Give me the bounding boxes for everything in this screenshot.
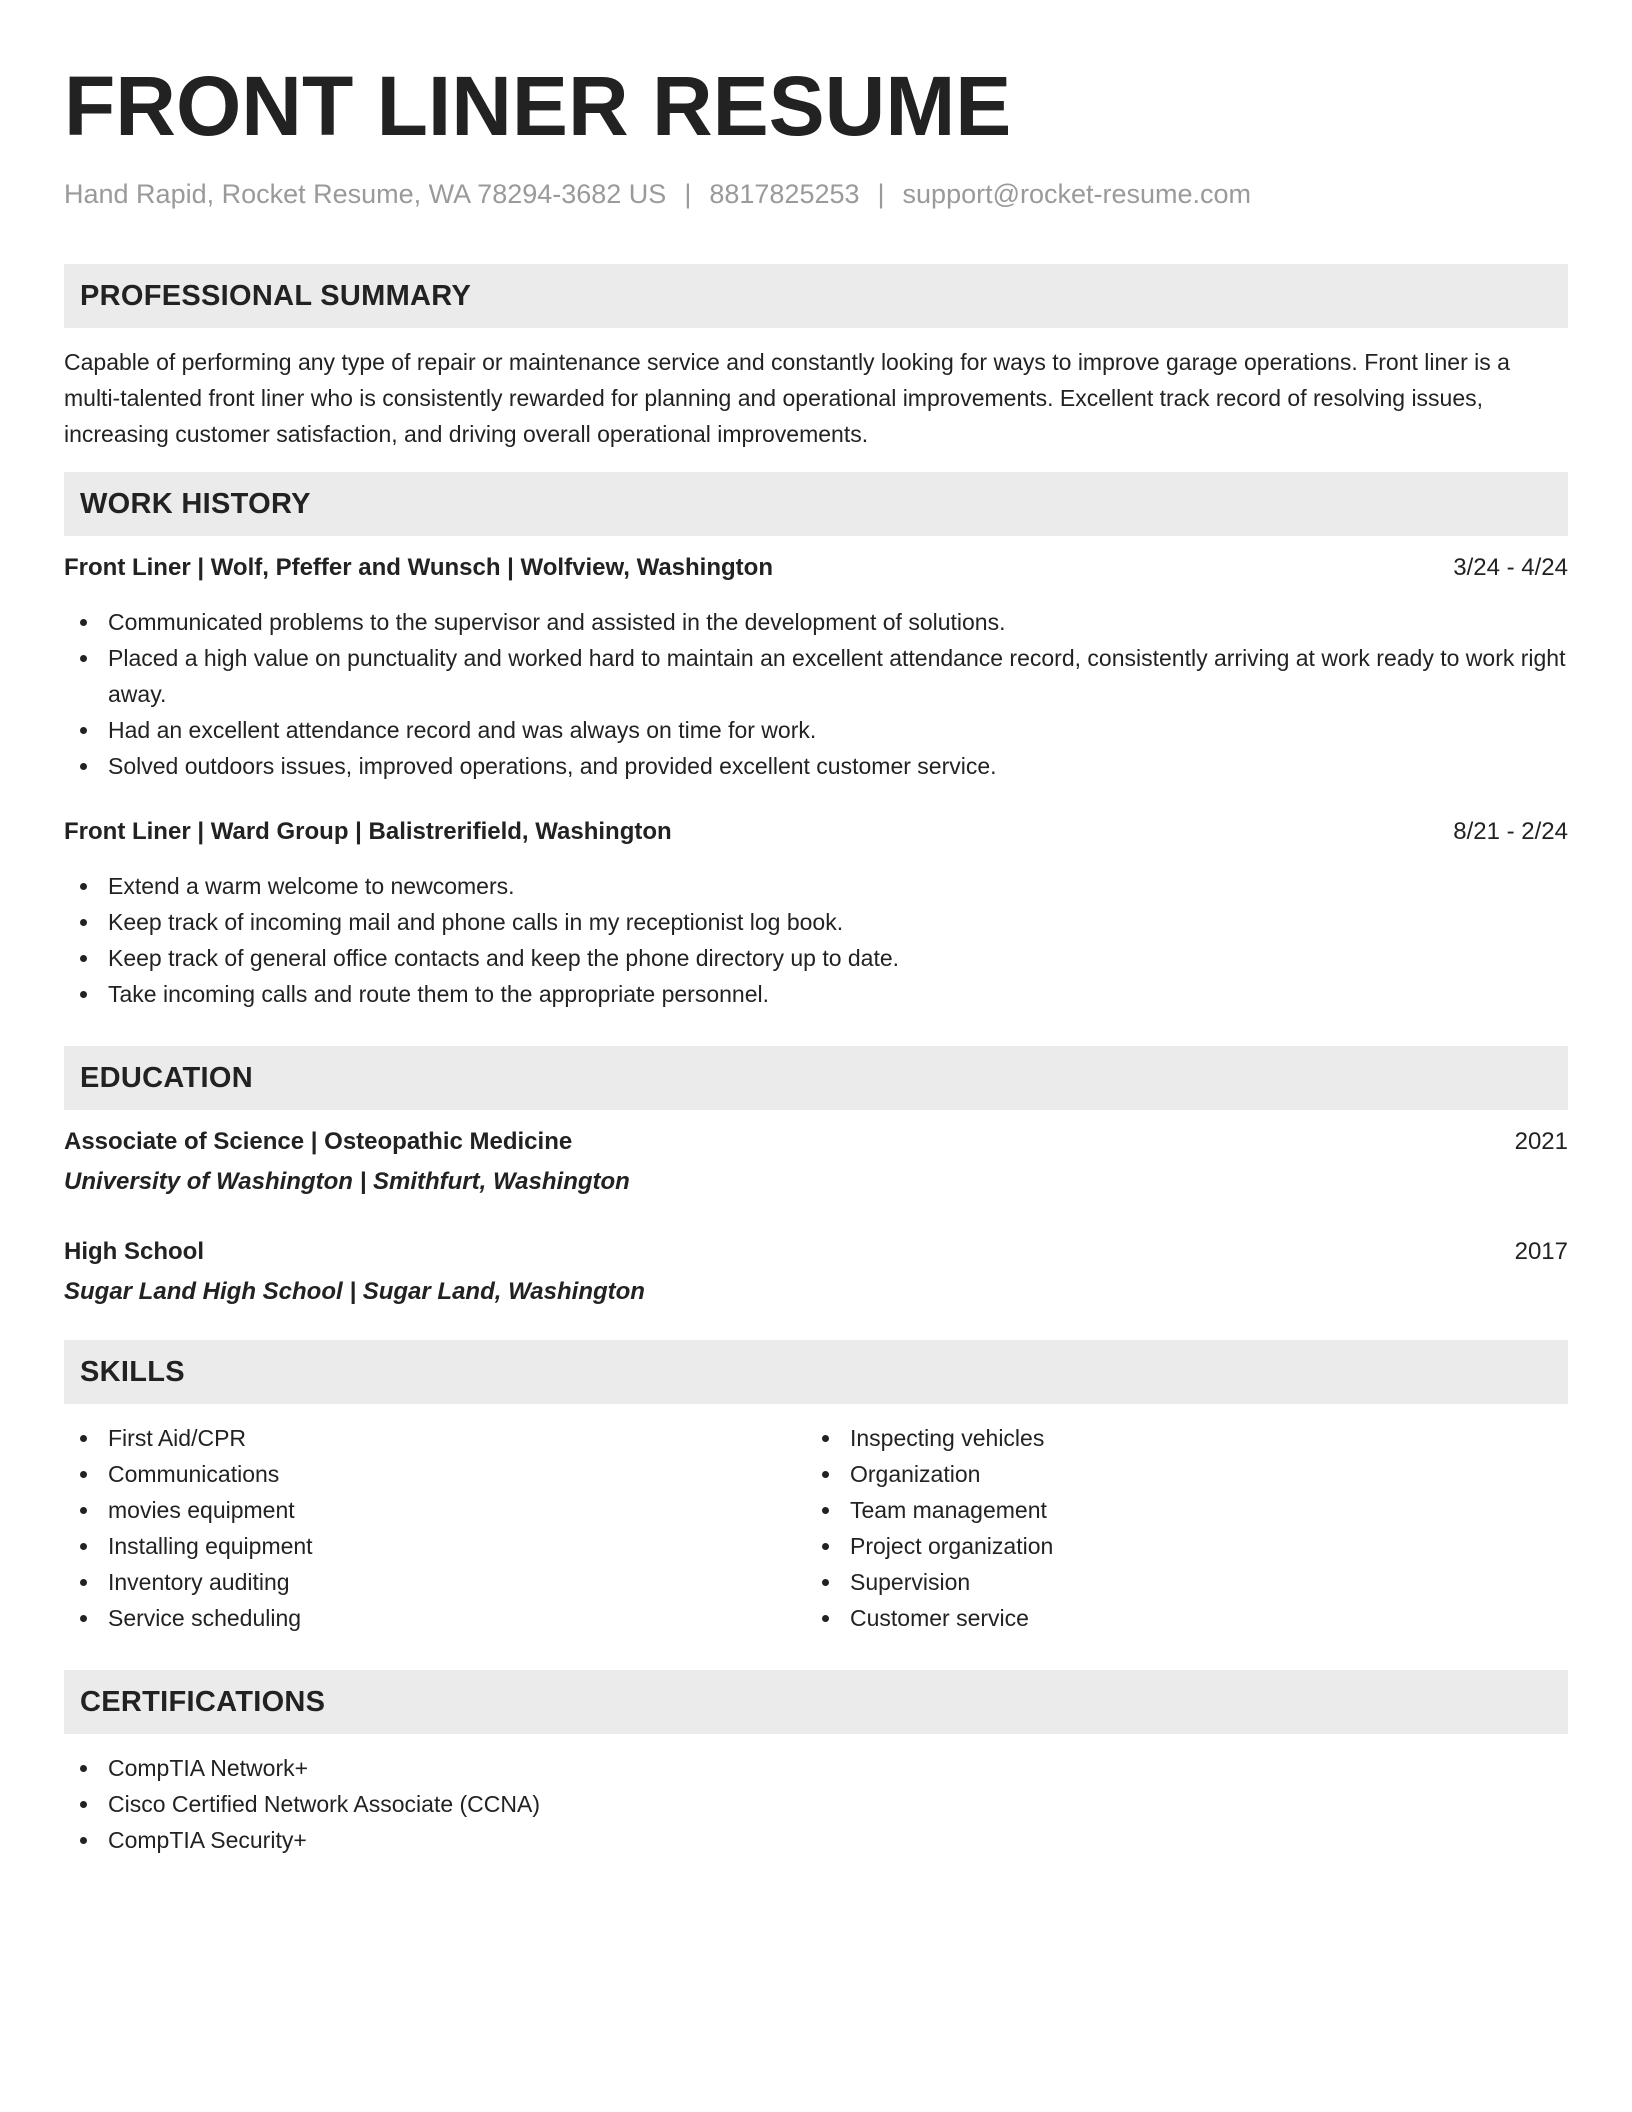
list-item: Customer service bbox=[850, 1600, 1548, 1636]
list-item: Communications bbox=[108, 1456, 806, 1492]
education-school: Sugar Land High School | Sugar Land, Washington bbox=[64, 1278, 645, 1305]
resume-page bbox=[64, 0, 1568, 1858]
list-item: CompTIA Security+ bbox=[108, 1822, 1568, 1858]
work-section-title: WORK HISTORY bbox=[80, 487, 311, 520]
list-item: movies equipment bbox=[108, 1492, 806, 1528]
list-item: Keep track of incoming mail and phone calls in my receptionist log book. bbox=[108, 904, 1568, 940]
job-entry bbox=[64, 814, 1568, 1012]
education-year: 2021 bbox=[1514, 1128, 1568, 1155]
education-school: University of Washington | Smithfurt, Washington bbox=[64, 1168, 630, 1195]
list-item: Organization bbox=[850, 1456, 1548, 1492]
list-item: Cisco Certified Network Associate (CCNA) bbox=[108, 1786, 1568, 1822]
list-item: Extend a warm welcome to newcomers. bbox=[108, 868, 1568, 904]
list-item: Placed a high value on punctuality and worked hard to maintain an excellent attendance record, consistently arriving at work ready to work right away. bbox=[108, 640, 1568, 712]
list-item: Team management bbox=[850, 1492, 1548, 1528]
education-section-title: EDUCATION bbox=[80, 1061, 253, 1094]
resume-title: FRONT LINER RESUME bbox=[64, 59, 1012, 153]
job-heading: Front Liner | Wolf, Pfeffer and Wunsch | Wolfview, Washington bbox=[64, 554, 773, 581]
list-item: Service scheduling bbox=[108, 1600, 806, 1636]
list-item: Installing equipment bbox=[108, 1528, 806, 1564]
certifications-section-header bbox=[64, 1670, 1568, 1734]
summary-section-title: PROFESSIONAL SUMMARY bbox=[80, 279, 472, 312]
education-header bbox=[64, 1124, 1568, 1160]
education-degree: High School bbox=[64, 1238, 204, 1265]
skills-grid bbox=[64, 1420, 1568, 1636]
job-header bbox=[64, 814, 1568, 850]
job-entry bbox=[64, 550, 1568, 784]
skills-list-right bbox=[806, 1420, 1548, 1636]
list-item: Inventory auditing bbox=[108, 1564, 806, 1600]
contact-line bbox=[64, 176, 1568, 212]
skills-column-right bbox=[806, 1420, 1548, 1636]
contact-separator: | bbox=[684, 179, 692, 209]
contact-email[interactable]: support@rocket-resume.com bbox=[902, 179, 1252, 209]
education-section-header bbox=[64, 1046, 1568, 1110]
job-dates: 3/24 - 4/24 bbox=[1453, 554, 1568, 581]
skills-column-left bbox=[64, 1420, 806, 1636]
list-item: CompTIA Network+ bbox=[108, 1750, 1568, 1786]
list-item: Supervision bbox=[850, 1564, 1548, 1600]
summary-section-header bbox=[64, 264, 1568, 328]
contact-address: Hand Rapid, Rocket Resume, WA 78294-3682 US bbox=[64, 179, 667, 209]
list-item: First Aid/CPR bbox=[108, 1420, 806, 1456]
education-degree: Associate of Science | Osteopathic Medicine bbox=[64, 1128, 573, 1155]
skills-list-left bbox=[64, 1420, 806, 1636]
job-dates: 8/21 - 2/24 bbox=[1453, 818, 1568, 845]
education-entry bbox=[64, 1234, 1568, 1310]
skills-section-title: SKILLS bbox=[80, 1355, 185, 1388]
education-year: 2017 bbox=[1514, 1238, 1568, 1265]
job-bullet-list bbox=[64, 868, 1568, 1012]
contact-separator: | bbox=[877, 179, 885, 209]
list-item: Solved outdoors issues, improved operations, and provided excellent customer service. bbox=[108, 748, 1568, 784]
job-heading: Front Liner | Ward Group | Balistrerifield, Washington bbox=[64, 818, 672, 845]
education-entry bbox=[64, 1124, 1568, 1200]
list-item: Inspecting vehicles bbox=[850, 1420, 1548, 1456]
education-header bbox=[64, 1234, 1568, 1270]
skills-section-header bbox=[64, 1340, 1568, 1404]
job-bullet-list bbox=[64, 604, 1568, 784]
job-header bbox=[64, 550, 1568, 586]
summary-text: Capable of performing any type of repair or maintenance service and constantly looking for ways to improve garage operations. Front liner is a multi-talented front liner who is consistently rewarded for planning and operational improvements. Excellent track record of resolving issues, increasing customer satisfaction, and driving overall operational improvements. bbox=[64, 349, 1510, 447]
list-item: Project organization bbox=[850, 1528, 1548, 1564]
certifications-list bbox=[64, 1750, 1568, 1858]
list-item: Communicated problems to the supervisor and assisted in the development of solutions. bbox=[108, 604, 1568, 640]
certifications-section-title: CERTIFICATIONS bbox=[80, 1685, 326, 1718]
list-item: Had an excellent attendance record and was always on time for work. bbox=[108, 712, 1568, 748]
contact-phone: 8817825253 bbox=[709, 179, 860, 209]
list-item: Take incoming calls and route them to the appropriate personnel. bbox=[108, 976, 1568, 1012]
work-section-header bbox=[64, 472, 1568, 536]
list-item: Keep track of general office contacts and keep the phone directory up to date. bbox=[108, 940, 1568, 976]
